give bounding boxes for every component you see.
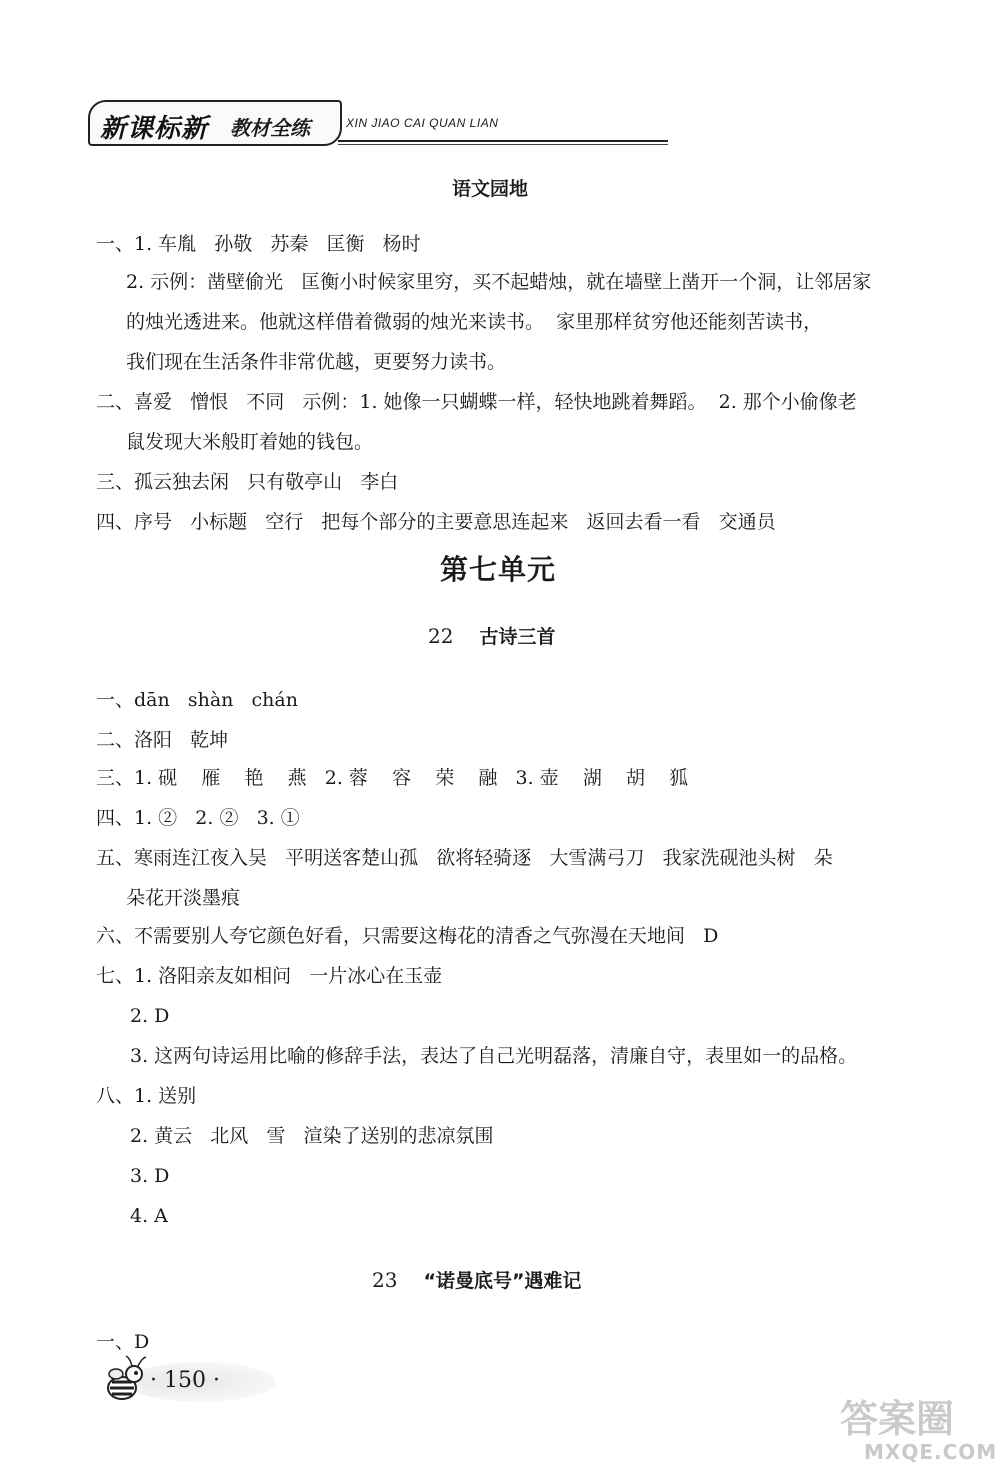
answer-line: 2. 黄云 北风 雪 渲染了送别的悲凉氛围 (130, 1125, 494, 1147)
answer-line: 六、不需要别人夸它颜色好看，只需要这梅花的清香之气弥漫在天地间 D (96, 925, 719, 947)
lesson-title: 古诗三首 (479, 626, 556, 648)
answer-line: 二、洛阳 乾坤 (96, 729, 229, 751)
header-rule (338, 140, 668, 142)
answer-line: 三、1. 砚 雁 艳 燕 2. 蓉 容 荣 融 3. 壶 湖 胡 狐 (96, 767, 689, 789)
answer-line: 一、D (96, 1331, 150, 1353)
lesson-22-heading (428, 622, 555, 649)
answer-line: 3. D (130, 1165, 170, 1187)
section-title: 语文园地 (452, 178, 529, 200)
answer-line: 的烛光透进来。他就这样借着微弱的烛光来读书。 家里那样贫穷他还能刻苦读书， (126, 311, 823, 333)
header-rule-thin (338, 144, 668, 145)
watermark-url: MXQE.COM (864, 1440, 998, 1464)
answer-line: 2. D (130, 1005, 170, 1027)
logo-sub-text: 教材全练 (230, 116, 310, 140)
answer-line: 一、dān shàn chán (96, 689, 298, 711)
bee-icon (96, 1350, 156, 1410)
watermark-text: 答案圈 (840, 1397, 955, 1441)
answer-line: 鼠发现大米般盯着她的钱包。 (126, 431, 374, 453)
answer-line: 朵花开淡墨痕 (126, 887, 241, 909)
answer-line: 八、1. 送别 (96, 1085, 197, 1107)
lesson-title: “诺曼底号”遇难记 (423, 1270, 582, 1292)
answer-line: 一、1. 车胤 孙敬 苏秦 匡衡 杨时 (96, 233, 421, 255)
book-header (88, 96, 608, 152)
answer-line: 2. 示例：凿壁偷光 匡衡小时候家里穷，买不起蜡烛，就在墙壁上凿开一个洞，让邻居家 (126, 271, 872, 293)
lesson-number: 22 (428, 624, 454, 648)
series-logo (88, 100, 342, 146)
watermark-logo (836, 1388, 996, 1474)
answer-line: 七、1. 洛阳亲友如相问 一片冰心在玉壶 (96, 965, 443, 987)
answer-line: 四、1. ② 2. ② 3. ① (96, 807, 300, 829)
lesson-23-heading (372, 1266, 581, 1293)
answer-line: 四、序号 小标题 空行 把每个部分的主要意思连起来 返回去看一看 交通员 (96, 511, 776, 533)
logo-main-text: 新课标新 (100, 114, 209, 144)
answer-line: 五、寒雨连江夜入吴 平明送客楚山孤 欲将轻骑逐 大雪满弓刀 我家洗砚池头树 朵 (96, 847, 833, 869)
answer-line: 3. 这两句诗运用比喻的修辞手法，表达了自己光明磊落，清廉自守，表里如一的品格。 (130, 1045, 858, 1067)
answer-line: 我们现在生活条件非常优越，更要努力读书。 (126, 351, 507, 373)
answer-line: 4. A (130, 1205, 168, 1227)
header-pinyin: XIN JIAO CAI QUAN LIAN (346, 116, 499, 130)
answer-line: 二、喜爱 憎恨 不同 示例：1. 她像一只蝴蝶一样，轻快地跳着舞蹈。 2. 那个小偷像老 (96, 391, 857, 413)
page-number: · 150 · (150, 1368, 220, 1393)
page-footer (96, 1350, 276, 1410)
answer-line: 三、孤云独去闲 只有敬亭山 李白 (96, 471, 399, 493)
unit-title: 第七单元 (440, 553, 557, 586)
lesson-number: 23 (372, 1268, 398, 1292)
